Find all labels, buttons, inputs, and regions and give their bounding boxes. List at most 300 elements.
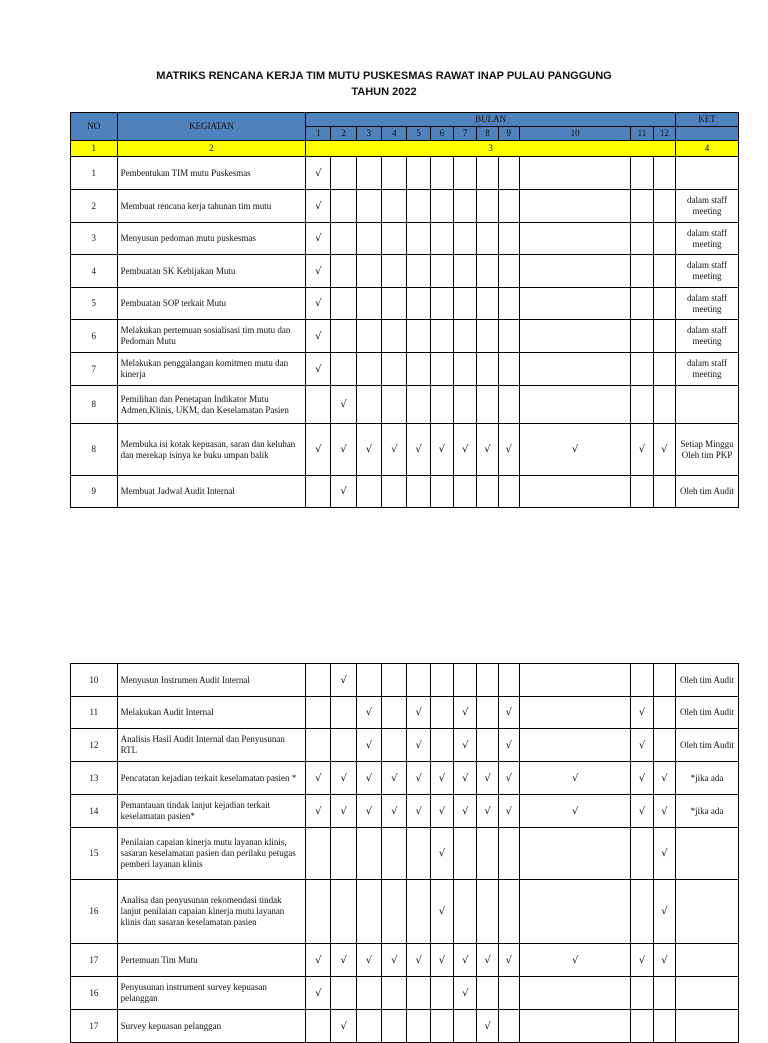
month-cell-1: √ bbox=[306, 223, 331, 255]
month-cell-3 bbox=[356, 157, 381, 190]
month-cell-6 bbox=[430, 190, 453, 223]
ket-cell: dalam staff meeting bbox=[676, 223, 739, 255]
month-cell-3 bbox=[356, 1010, 381, 1043]
month-cell-11: √ bbox=[631, 795, 653, 828]
month-cell-1: √ bbox=[306, 320, 331, 353]
ket-cell bbox=[676, 880, 739, 944]
month-cell-6 bbox=[430, 476, 453, 508]
month-cell-5: √ bbox=[407, 762, 430, 795]
month-cell-7: √ bbox=[454, 944, 477, 977]
month-cell-2 bbox=[331, 880, 356, 944]
month-cell-11 bbox=[631, 288, 653, 320]
month-cell-9 bbox=[498, 288, 519, 320]
table-row bbox=[71, 353, 739, 386]
month-cell-4 bbox=[382, 729, 407, 762]
month-cell-7 bbox=[454, 476, 477, 508]
month-cell-1 bbox=[306, 664, 331, 697]
month-cell-7 bbox=[454, 386, 477, 424]
month-cell-7 bbox=[454, 255, 477, 288]
table-row bbox=[71, 157, 739, 190]
month-cell-12: √ bbox=[653, 944, 675, 977]
month-cell-2 bbox=[331, 697, 356, 729]
month-cell-6 bbox=[430, 255, 453, 288]
month-cell-12 bbox=[653, 664, 675, 697]
row-number: 14 bbox=[71, 795, 118, 828]
month-cell-9 bbox=[498, 223, 519, 255]
month-cell-9 bbox=[498, 386, 519, 424]
month-cell-9: √ bbox=[498, 762, 519, 795]
month-cell-4 bbox=[382, 223, 407, 255]
activity-cell: Penyusunan instrument survey kepuasan pelanggan bbox=[117, 977, 306, 1010]
month-cell-6 bbox=[430, 353, 453, 386]
month-cell-12 bbox=[653, 223, 675, 255]
month-cell-2: √ bbox=[331, 944, 356, 977]
month-cell-4 bbox=[382, 977, 407, 1010]
month-cell-11 bbox=[631, 977, 653, 1010]
month-cell-11 bbox=[631, 386, 653, 424]
month-cell-9 bbox=[498, 977, 519, 1010]
month-cell-4 bbox=[382, 190, 407, 223]
month-cell-3 bbox=[356, 880, 381, 944]
ket-cell: dalam staff meeting bbox=[676, 190, 739, 223]
month-header-4: 4 bbox=[382, 127, 407, 141]
month-cell-5 bbox=[407, 828, 430, 880]
row-number: 10 bbox=[71, 664, 118, 697]
month-cell-8: √ bbox=[477, 944, 498, 977]
ket-cell: Oleh tim Audit bbox=[676, 697, 739, 729]
ket-cell bbox=[676, 944, 739, 977]
month-header-7: 7 bbox=[454, 127, 477, 141]
month-cell-10 bbox=[519, 223, 630, 255]
month-cell-8 bbox=[477, 190, 498, 223]
month-cell-6: √ bbox=[430, 795, 453, 828]
month-cell-1: √ bbox=[306, 190, 331, 223]
table-row bbox=[71, 880, 739, 944]
month-header-1: 1 bbox=[306, 127, 331, 141]
month-cell-2: √ bbox=[331, 762, 356, 795]
table-row bbox=[71, 320, 739, 353]
month-cell-9 bbox=[498, 190, 519, 223]
activity-cell: Membuat Jadwal Audit Internal bbox=[117, 476, 306, 508]
month-cell-11: √ bbox=[631, 729, 653, 762]
activity-cell: Pencatatan kejadian terkait keselamatan pasien * bbox=[117, 762, 306, 795]
month-cell-5: √ bbox=[407, 944, 430, 977]
month-cell-3: √ bbox=[356, 944, 381, 977]
month-cell-8 bbox=[477, 320, 498, 353]
month-cell-5 bbox=[407, 353, 430, 386]
month-cell-7: √ bbox=[454, 977, 477, 1010]
month-cell-4 bbox=[382, 157, 407, 190]
ket-cell: Oleh tim Audit bbox=[676, 476, 739, 508]
month-cell-4 bbox=[382, 697, 407, 729]
month-cell-12 bbox=[653, 476, 675, 508]
month-cell-1 bbox=[306, 729, 331, 762]
month-cell-3 bbox=[356, 320, 381, 353]
header-bulan: BULAN bbox=[306, 113, 676, 127]
ket-cell bbox=[676, 386, 739, 424]
month-cell-4 bbox=[382, 1010, 407, 1043]
month-cell-12 bbox=[653, 977, 675, 1010]
month-cell-8 bbox=[477, 729, 498, 762]
month-cell-8 bbox=[477, 386, 498, 424]
activity-cell: Melakukan Audit Internal bbox=[117, 697, 306, 729]
row-number: 16 bbox=[71, 977, 118, 1010]
month-cell-10: √ bbox=[519, 762, 631, 795]
table-row bbox=[71, 386, 739, 424]
month-cell-9 bbox=[498, 664, 519, 697]
month-cell-5 bbox=[407, 386, 430, 424]
month-cell-7 bbox=[454, 880, 477, 944]
row-number: 2 bbox=[71, 190, 118, 223]
month-cell-9 bbox=[498, 157, 519, 190]
month-header-6: 6 bbox=[430, 127, 453, 141]
month-cell-1 bbox=[306, 476, 331, 508]
row-number: 17 bbox=[71, 944, 118, 977]
month-cell-3 bbox=[356, 288, 381, 320]
month-cell-7: √ bbox=[454, 729, 477, 762]
month-cell-5 bbox=[407, 157, 430, 190]
row-number: 16 bbox=[71, 880, 118, 944]
month-cell-8 bbox=[477, 353, 498, 386]
month-cell-3 bbox=[356, 255, 381, 288]
month-cell-10 bbox=[519, 320, 630, 353]
table-row bbox=[71, 795, 739, 828]
month-cell-10 bbox=[519, 880, 631, 944]
activity-cell: Penilaian capaian kinerja mutu layanan klinis, sasaran keselamatan pasien dan perilaku petugas pemberi layanan klinis bbox=[117, 828, 306, 880]
month-cell-4 bbox=[382, 320, 407, 353]
month-cell-9: √ bbox=[498, 944, 519, 977]
month-cell-3: √ bbox=[356, 424, 381, 476]
numbering-cell: 4 bbox=[676, 141, 739, 157]
month-cell-12 bbox=[653, 697, 675, 729]
month-cell-4 bbox=[382, 476, 407, 508]
month-cell-7 bbox=[454, 157, 477, 190]
month-cell-1 bbox=[306, 697, 331, 729]
month-cell-4 bbox=[382, 255, 407, 288]
month-cell-1: √ bbox=[306, 424, 331, 476]
ket-cell: *jika ada bbox=[676, 762, 739, 795]
month-cell-5: √ bbox=[407, 795, 430, 828]
month-cell-6 bbox=[430, 386, 453, 424]
activity-cell: Pemilihan dan Penetapan Indikator Mutu Admen,Klinis, UKM, dan Keselamatan Pasien bbox=[117, 386, 306, 424]
month-cell-4: √ bbox=[382, 424, 407, 476]
month-cell-1: √ bbox=[306, 795, 331, 828]
ket-cell: *jika ada bbox=[676, 795, 739, 828]
month-header-9: 9 bbox=[498, 127, 519, 141]
month-cell-8 bbox=[477, 664, 498, 697]
month-cell-7: √ bbox=[454, 697, 477, 729]
month-cell-4: √ bbox=[382, 762, 407, 795]
numbering-cell: 1 bbox=[71, 141, 118, 157]
table-row bbox=[71, 977, 739, 1010]
month-cell-8 bbox=[477, 697, 498, 729]
ket-cell: Oleh tim Audit bbox=[676, 664, 739, 697]
month-cell-5 bbox=[407, 320, 430, 353]
table-row bbox=[71, 288, 739, 320]
month-cell-2 bbox=[331, 255, 356, 288]
month-cell-2: √ bbox=[331, 386, 356, 424]
month-cell-4 bbox=[382, 353, 407, 386]
month-cell-4 bbox=[382, 386, 407, 424]
month-cell-1: √ bbox=[306, 977, 331, 1010]
month-cell-1: √ bbox=[306, 255, 331, 288]
month-cell-9 bbox=[498, 353, 519, 386]
month-cell-2: √ bbox=[331, 1010, 356, 1043]
month-cell-2 bbox=[331, 828, 356, 880]
table-row bbox=[71, 424, 739, 476]
month-cell-8: √ bbox=[477, 795, 498, 828]
month-cell-3 bbox=[356, 386, 381, 424]
month-cell-3 bbox=[356, 223, 381, 255]
month-cell-11 bbox=[631, 157, 653, 190]
month-header-11: 11 bbox=[631, 127, 653, 141]
activity-cell: Pembuatan SOP terkait Mutu bbox=[117, 288, 306, 320]
table-row bbox=[71, 255, 739, 288]
month-cell-2: √ bbox=[331, 664, 356, 697]
month-cell-10 bbox=[519, 476, 630, 508]
month-cell-3 bbox=[356, 353, 381, 386]
month-cell-12: √ bbox=[653, 880, 675, 944]
month-cell-10 bbox=[519, 157, 630, 190]
header-kegiatan: KEGIATAN bbox=[117, 113, 306, 141]
month-cell-7 bbox=[454, 190, 477, 223]
header-ket: KET bbox=[676, 113, 739, 127]
activity-cell: Pembentukan TIM mutu Puskesmas bbox=[117, 157, 306, 190]
header-no: NO bbox=[71, 113, 118, 141]
month-cell-5: √ bbox=[407, 697, 430, 729]
month-cell-7 bbox=[454, 353, 477, 386]
month-cell-10 bbox=[519, 828, 631, 880]
month-cell-12: √ bbox=[653, 828, 675, 880]
month-cell-8 bbox=[477, 476, 498, 508]
activity-cell: Survey kepuasan pelanggan bbox=[117, 1010, 306, 1043]
month-cell-11: √ bbox=[631, 762, 653, 795]
month-header-2: 2 bbox=[331, 127, 356, 141]
numbering-row bbox=[71, 141, 739, 157]
month-cell-9: √ bbox=[498, 795, 519, 828]
month-cell-7 bbox=[454, 288, 477, 320]
month-cell-8 bbox=[477, 880, 498, 944]
month-header-5: 5 bbox=[407, 127, 430, 141]
month-cell-1 bbox=[306, 828, 331, 880]
month-cell-3 bbox=[356, 476, 381, 508]
month-cell-11: √ bbox=[631, 697, 653, 729]
activity-cell: Melakukan pertemuan sosialisasi tim mutu dan Pedoman Mutu bbox=[117, 320, 306, 353]
month-cell-1 bbox=[306, 386, 331, 424]
month-cell-5 bbox=[407, 977, 430, 1010]
month-cell-2 bbox=[331, 353, 356, 386]
month-cell-12 bbox=[653, 190, 675, 223]
month-cell-1 bbox=[306, 880, 331, 944]
month-cell-3: √ bbox=[356, 762, 381, 795]
table-row bbox=[71, 944, 739, 977]
month-cell-7 bbox=[454, 320, 477, 353]
month-cell-7 bbox=[454, 1010, 477, 1043]
month-cell-12 bbox=[653, 1010, 675, 1043]
month-cell-2 bbox=[331, 729, 356, 762]
month-cell-5 bbox=[407, 288, 430, 320]
row-number: 13 bbox=[71, 762, 118, 795]
activity-cell: Analisis Hasil Audit Internal dan Penyusunan RTL bbox=[117, 729, 306, 762]
month-cell-6 bbox=[430, 288, 453, 320]
month-cell-5: √ bbox=[407, 729, 430, 762]
month-cell-1: √ bbox=[306, 762, 331, 795]
month-cell-5 bbox=[407, 476, 430, 508]
month-cell-10 bbox=[519, 353, 630, 386]
row-number: 8 bbox=[71, 424, 118, 476]
month-cell-3 bbox=[356, 828, 381, 880]
month-cell-11 bbox=[631, 190, 653, 223]
month-cell-7: √ bbox=[454, 762, 477, 795]
month-cell-12: √ bbox=[653, 795, 675, 828]
row-number: 7 bbox=[71, 353, 118, 386]
month-cell-5: √ bbox=[407, 424, 430, 476]
month-cell-10: √ bbox=[519, 795, 631, 828]
month-cell-11 bbox=[631, 1010, 653, 1043]
month-cell-12 bbox=[653, 255, 675, 288]
month-cell-11 bbox=[631, 223, 653, 255]
activity-cell: Pemantauan tindak lanjut kejadian terkait keselamatan pasien* bbox=[117, 795, 306, 828]
month-cell-2 bbox=[331, 320, 356, 353]
month-cell-8: √ bbox=[477, 424, 498, 476]
ket-cell bbox=[676, 1010, 739, 1043]
table-row bbox=[71, 190, 739, 223]
month-cell-7 bbox=[454, 664, 477, 697]
month-cell-3 bbox=[356, 664, 381, 697]
month-cell-10 bbox=[519, 386, 630, 424]
month-cell-2: √ bbox=[331, 795, 356, 828]
month-cell-10 bbox=[519, 1010, 631, 1043]
month-cell-5 bbox=[407, 880, 430, 944]
month-cell-10 bbox=[519, 729, 631, 762]
month-cell-11 bbox=[631, 880, 653, 944]
month-cell-2 bbox=[331, 288, 356, 320]
month-cell-1 bbox=[306, 1010, 331, 1043]
month-cell-9 bbox=[498, 476, 519, 508]
row-number: 5 bbox=[71, 288, 118, 320]
month-cell-10 bbox=[519, 255, 630, 288]
month-cell-1: √ bbox=[306, 944, 331, 977]
month-cell-9 bbox=[498, 255, 519, 288]
month-cell-7 bbox=[454, 828, 477, 880]
month-cell-4: √ bbox=[382, 944, 407, 977]
month-cell-6: √ bbox=[430, 828, 453, 880]
month-cell-9 bbox=[498, 1010, 519, 1043]
row-number: 6 bbox=[71, 320, 118, 353]
month-cell-7: √ bbox=[454, 424, 477, 476]
row-number: 3 bbox=[71, 223, 118, 255]
month-cell-9: √ bbox=[498, 424, 519, 476]
month-cell-9 bbox=[498, 320, 519, 353]
numbering-cell: 3 bbox=[306, 141, 676, 157]
month-header-3: 3 bbox=[356, 127, 381, 141]
month-cell-10 bbox=[519, 664, 631, 697]
numbering-cell: 2 bbox=[117, 141, 306, 157]
work-plan-table-1 bbox=[70, 112, 739, 508]
month-cell-8: √ bbox=[477, 762, 498, 795]
month-cell-4 bbox=[382, 288, 407, 320]
activity-cell: Pembuatan SK Kebijakan Mutu bbox=[117, 255, 306, 288]
month-cell-2 bbox=[331, 977, 356, 1010]
work-plan-table-2 bbox=[70, 663, 739, 1043]
month-cell-12 bbox=[653, 320, 675, 353]
table-row bbox=[71, 664, 739, 697]
table-row bbox=[71, 697, 739, 729]
month-cell-5 bbox=[407, 664, 430, 697]
activity-cell: Membuat rencana kerja tahunan tim mutu bbox=[117, 190, 306, 223]
month-cell-3 bbox=[356, 190, 381, 223]
row-number: 4 bbox=[71, 255, 118, 288]
month-cell-1: √ bbox=[306, 157, 331, 190]
month-header-8: 8 bbox=[477, 127, 498, 141]
month-cell-12: √ bbox=[653, 424, 675, 476]
activity-cell: Menyusun Instrumen Audit Internal bbox=[117, 664, 306, 697]
month-cell-2 bbox=[331, 190, 356, 223]
month-cell-11 bbox=[631, 320, 653, 353]
ket-cell bbox=[676, 828, 739, 880]
row-number: 11 bbox=[71, 697, 118, 729]
month-cell-3: √ bbox=[356, 697, 381, 729]
row-number: 17 bbox=[71, 1010, 118, 1043]
header-ket-blank bbox=[676, 127, 739, 141]
month-cell-12 bbox=[653, 353, 675, 386]
month-header-12: 12 bbox=[653, 127, 675, 141]
month-cell-10 bbox=[519, 190, 630, 223]
month-cell-12 bbox=[653, 386, 675, 424]
month-cell-6 bbox=[430, 320, 453, 353]
month-cell-4 bbox=[382, 880, 407, 944]
month-cell-5 bbox=[407, 1010, 430, 1043]
month-cell-9: √ bbox=[498, 729, 519, 762]
month-cell-8 bbox=[477, 288, 498, 320]
row-number: 12 bbox=[71, 729, 118, 762]
month-cell-9: √ bbox=[498, 697, 519, 729]
ket-cell: Setiap Minggu Oleh tim PKP bbox=[676, 424, 739, 476]
ket-cell bbox=[676, 977, 739, 1010]
document-title: MATRIKS RENCANA KERJA TIM MUTU PUSKESMAS RAWAT INAP PULAU PANGGUNG bbox=[156, 70, 612, 82]
month-cell-8 bbox=[477, 977, 498, 1010]
month-cell-4 bbox=[382, 828, 407, 880]
month-cell-2: √ bbox=[331, 476, 356, 508]
month-cell-5 bbox=[407, 190, 430, 223]
month-cell-11 bbox=[631, 476, 653, 508]
month-cell-12 bbox=[653, 157, 675, 190]
month-cell-6 bbox=[430, 664, 453, 697]
row-number: 15 bbox=[71, 828, 118, 880]
month-cell-6: √ bbox=[430, 424, 453, 476]
month-cell-2: √ bbox=[331, 424, 356, 476]
activity-cell: Pertemuan Tim Mutu bbox=[117, 944, 306, 977]
month-cell-6 bbox=[430, 697, 453, 729]
month-cell-10 bbox=[519, 288, 630, 320]
month-cell-7: √ bbox=[454, 795, 477, 828]
ket-cell: dalam staff meeting bbox=[676, 255, 739, 288]
month-cell-12 bbox=[653, 729, 675, 762]
month-cell-11: √ bbox=[631, 944, 653, 977]
document-year: TAHUN 2022 bbox=[351, 86, 417, 98]
month-cell-4 bbox=[382, 664, 407, 697]
activity-cell: Analisa dan penyusunan rekomendasi tindak lanjut penilaian capaian kinerja mutu layanan klinis dan sasaran keselamatan pasien bbox=[117, 880, 306, 944]
month-cell-8 bbox=[477, 255, 498, 288]
table-row bbox=[71, 223, 739, 255]
month-cell-6: √ bbox=[430, 880, 453, 944]
header-row bbox=[71, 113, 739, 127]
month-cell-1: √ bbox=[306, 353, 331, 386]
month-cell-11 bbox=[631, 353, 653, 386]
activity-cell: Menyusun pedoman mutu puskesmas bbox=[117, 223, 306, 255]
row-number: 8 bbox=[71, 386, 118, 424]
month-cell-8 bbox=[477, 223, 498, 255]
